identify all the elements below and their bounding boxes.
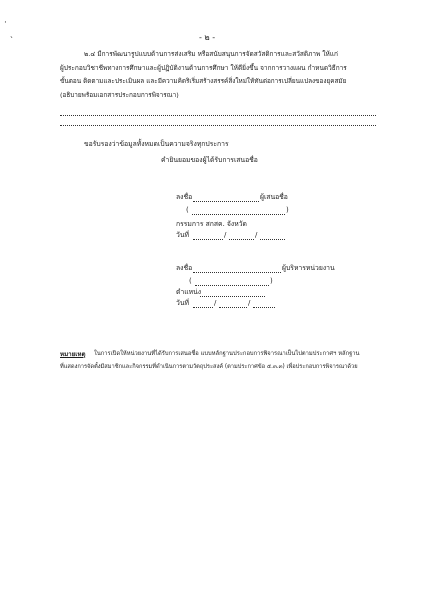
position-text: กรรมการ สกสค. จังหวัด (176, 220, 247, 228)
date-day-line (193, 307, 213, 308)
nominator-role: ผู้เสนอชื่อ (260, 193, 288, 201)
section-2-4-line-4: (อธิบายพร้อมเอกสารประกอบการพิจารณา) (60, 91, 179, 99)
sign-label: ลงชื่อ (176, 193, 193, 201)
sign-label: ลงชื่อ (176, 264, 193, 272)
page-number: - ๒ - (199, 33, 216, 42)
paren-open: ( (189, 277, 192, 285)
section-2-4-line-1: ๒.๔ มีการพัฒนารูปแบบด้านการส่งเสริม หรือสนับสนุนการจัดสวัสดิการและสวัสดิภาพ ให้แก่ (84, 50, 338, 58)
answer-line (60, 115, 376, 116)
position-label: ตำแหน่ง (176, 288, 202, 296)
signature-line (193, 201, 259, 202)
scan-mark: · (4, 18, 7, 28)
answer-line (60, 125, 376, 126)
date-day-line (193, 239, 223, 240)
position-line (200, 296, 265, 297)
name-line (192, 214, 285, 215)
note-line-2: ที่แสดงการจัดตั้งมีสมาชิกและกิจกรรมที่ดำเนินการตามวัตถุประสงค์ (ตามประกาศข้อ ๕.๓.๓) เพื่อประกอบการพิจารณาด้วย (60, 364, 358, 370)
date-separator: / (248, 299, 251, 307)
date-separator: / (255, 231, 258, 239)
paren-close: ) (270, 277, 273, 285)
signature-line (193, 272, 281, 273)
date-month-line (229, 239, 254, 240)
scan-mark: ˴ (10, 32, 13, 42)
name-line (195, 285, 269, 286)
date-year-line (260, 239, 285, 240)
section-2-4-line-3: ขั้นตอน ติดตามและประเมินผล และมีความคิดริเริ่มสร้างสรรค์สิ่งใหม่ให้ทันต่อการเปลี่ยนแปลงของยุคสมัย (60, 77, 347, 85)
date-year-line (253, 307, 275, 308)
nominee-consent-heading: คำยินยอมของผู้ได้รับการเสนอชื่อ (161, 156, 258, 164)
date-label: วันที่ (176, 231, 189, 239)
paren-close: ) (286, 206, 289, 214)
agency-head-role: ผู้บริหารหน่วยงาน (282, 264, 335, 272)
date-label: วันที่ (176, 299, 189, 307)
section-2-4-line-2: ผู้ประกอบวิชาชีพทางการศึกษาและผู้ปฏิบัติงานด้านการศึกษา ให้ดียิ่งขึ้น จากการวางแผน กำหนดวิธีการ (60, 64, 347, 72)
certification-statement: ขอรับรองว่าข้อมูลทั้งหมดเป็นความจริงทุกประการ (84, 140, 229, 148)
date-separator: / (214, 299, 217, 307)
note-label: หมายเหตุ (60, 351, 86, 358)
note-line-1: ในการเปิดให้หน่วยงานที่ได้รับการเสนอชื่อ แบบหลักฐานประกอบการพิจารณาเป็นไปตามประกาศฯ หลักฐาน (94, 351, 360, 357)
paren-open: ( (186, 206, 189, 214)
date-month-line (219, 307, 247, 308)
date-separator: / (224, 231, 227, 239)
